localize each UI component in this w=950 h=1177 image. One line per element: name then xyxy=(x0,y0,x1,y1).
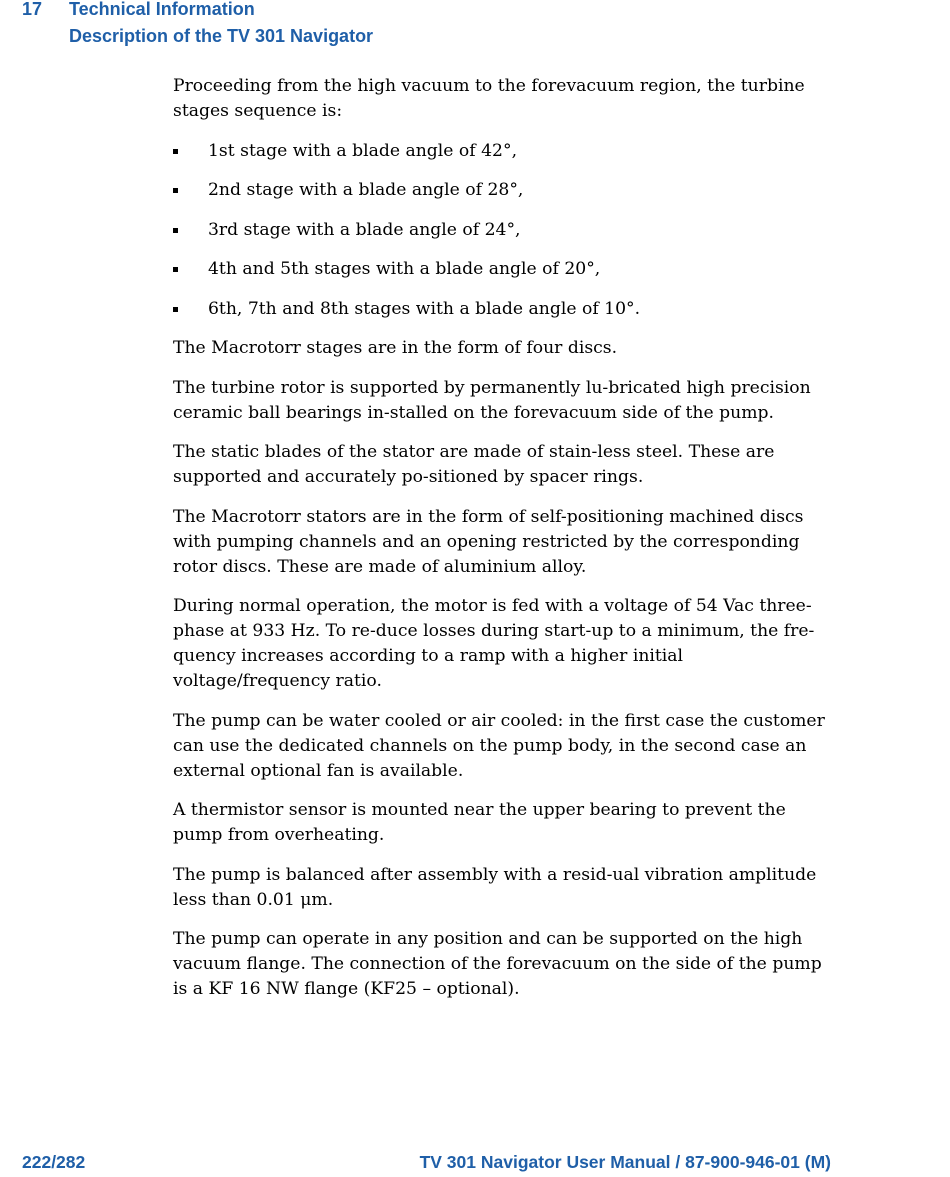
page-body xyxy=(173,74,838,1017)
bullet-square-icon xyxy=(173,188,178,193)
paragraph: The Macrotorr stators are in the form of self-positioning machined discs with pumping channels and an opening restricted by the corresponding rotor discs. These are made of aluminium alloy. xyxy=(173,506,804,577)
page-header xyxy=(22,0,373,47)
document-title: TV 301 Navigator User Manual / 87-900-946-01 (M) xyxy=(419,1152,831,1172)
paragraph: The turbine rotor is supported by permanently lu-bricated high precision ceramic ball bearings in-stalled on the forevacuum side of the pump. xyxy=(173,377,811,423)
section-title: Description of the TV 301 Navigator xyxy=(69,26,374,46)
chapter-number: 17 xyxy=(22,0,43,19)
paragraph: The pump is balanced after assembly with a resid-ual vibration amplitude less than 0.01 μm. xyxy=(173,864,817,910)
paragraph: A thermistor sensor is mounted near the upper bearing to prevent the pump from overheating. xyxy=(173,800,786,845)
bullet-square-icon xyxy=(173,267,178,272)
page-number: 222/282 xyxy=(22,1152,86,1172)
list-item-text: 3rd stage with a blade angle of 24°, xyxy=(208,219,521,240)
intro-paragraph: Proceeding from the high vacuum to the forevacuum region, the turbine stages sequence is: xyxy=(173,76,805,121)
page-footer xyxy=(22,1152,831,1174)
chapter-heading xyxy=(22,0,373,20)
stage-list xyxy=(173,139,838,322)
list-item xyxy=(173,178,838,203)
list-item-text: 4th and 5th stages with a blade angle of 20°, xyxy=(208,259,601,279)
bullet-square-icon xyxy=(173,149,178,154)
paragraph: During normal operation, the motor is fed with a voltage of 54 Vac three-phase at 933 Hz. To re-duce losses during start-up to a minimum, the fre-quency increases according to a ramp with a higher initial voltage/frequency ratio. xyxy=(173,596,815,691)
bullet-square-icon xyxy=(173,228,178,233)
bullet-square-icon xyxy=(173,307,178,312)
paragraph: The static blades of the stator are made of stain-less steel. These are supported and accurately po-sitioned by spacer rings. xyxy=(173,442,775,487)
list-item-text: 6th, 7th and 8th stages with a blade angle of 10°. xyxy=(208,298,641,319)
paragraph: The pump can be water cooled or air cooled: in the first case the customer can use the dedicated channels on the pump body, in the second case an external optional fan is available. xyxy=(173,710,825,781)
list-item xyxy=(173,297,838,322)
chapter-title: Technical Information xyxy=(69,0,255,19)
list-item xyxy=(173,139,838,164)
list-item xyxy=(173,257,838,282)
list-item-text: 1st stage with a blade angle of 42°, xyxy=(208,140,518,161)
paragraph: The pump can operate in any position and can be supported on the high vacuum flange. The connection of the forevacuum on the side of the pump is a KF 16 NW flange (KF25 – optional). xyxy=(173,929,822,999)
list-item xyxy=(173,218,838,243)
list-item-text: 2nd stage with a blade angle of 28°, xyxy=(208,180,524,200)
paragraph: The Macrotorr stages are in the form of four discs. xyxy=(173,338,618,358)
